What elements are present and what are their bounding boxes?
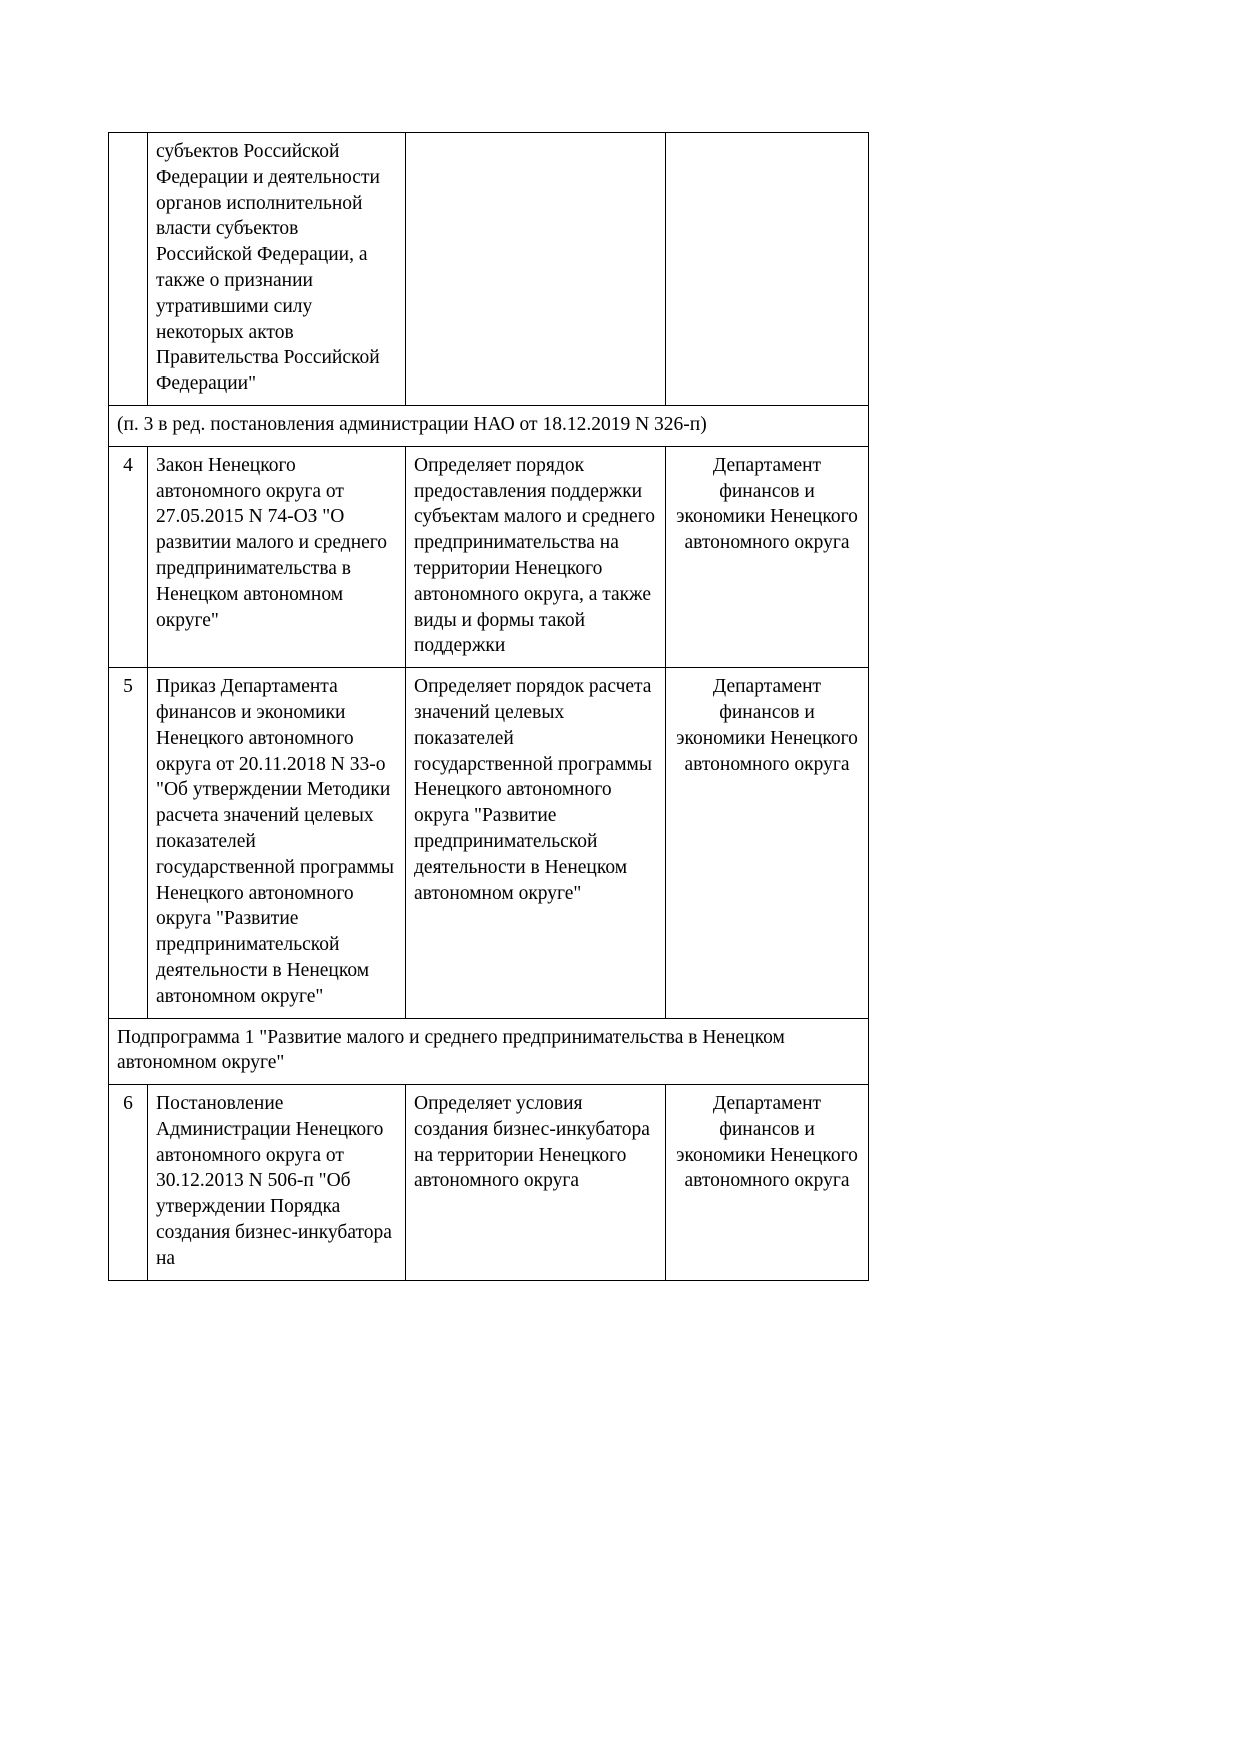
description-cell: Определяет условия создания бизнес-инкубатора на территории Ненецкого автономного округа xyxy=(406,1085,666,1281)
responsible-cell: Департамент финансов и экономики Ненецкого автономного округа xyxy=(666,446,869,667)
description-cell xyxy=(406,133,666,406)
document-name-cell: Закон Ненецкого автономного округа от 27.05.2015 N 74-ОЗ "О развитии малого и среднего предпринимательства в Ненецком автономном округе" xyxy=(148,446,406,667)
row-number-cell: 6 xyxy=(109,1085,148,1281)
row-number-cell xyxy=(109,133,148,406)
responsible-cell: Департамент финансов и экономики Ненецкого автономного округа xyxy=(666,1085,869,1281)
document-name-cell: Постановление Администрации Ненецкого автономного округа от 30.12.2013 N 506-п "Об утверждении Порядка создания бизнес-инкубатора на xyxy=(148,1085,406,1281)
editorial-note-cell: (п. 3 в ред. постановления администрации НАО от 18.12.2019 N 326-п) xyxy=(109,405,869,446)
legal-acts-table xyxy=(108,132,869,1281)
table-row xyxy=(109,133,869,406)
responsible-cell xyxy=(666,133,869,406)
table-row xyxy=(109,668,869,1018)
responsible-cell: Департамент финансов и экономики Ненецкого автономного округа xyxy=(666,668,869,1018)
document-name-cell: субъектов Российской Федерации и деятельности органов исполнительной власти субъектов Российской Федерации, а также о признании утратившими силу некоторых актов Правительства Российской Федерации" xyxy=(148,133,406,406)
table-row-note xyxy=(109,405,869,446)
description-cell: Определяет порядок расчета значений целевых показателей государственной программы Ненецкого автономного округа "Развитие предпринимательской деятельности в Ненецком автономном округе" xyxy=(406,668,666,1018)
description-cell: Определяет порядок предоставления поддержки субъектам малого и среднего предпринимательства на территории Ненецкого автономного округа, а также виды и формы такой поддержки xyxy=(406,446,666,667)
subprogram-heading-cell: Подпрограмма 1 "Развитие малого и среднего предпринимательства в Ненецком автономном округе" xyxy=(109,1018,869,1085)
table-row-subprogram xyxy=(109,1018,869,1085)
row-number-cell: 4 xyxy=(109,446,148,667)
row-number-cell: 5 xyxy=(109,668,148,1018)
table-row xyxy=(109,1085,869,1281)
table-row xyxy=(109,446,869,667)
document-name-cell: Приказ Департамента финансов и экономики Ненецкого автономного округа от 20.11.2018 N 33-о "Об утверждении Методики расчета значений целевых показателей государственной программы Ненецкого автономного округа "Развитие предпринимательской деятельности в Ненецком автономном округе" xyxy=(148,668,406,1018)
